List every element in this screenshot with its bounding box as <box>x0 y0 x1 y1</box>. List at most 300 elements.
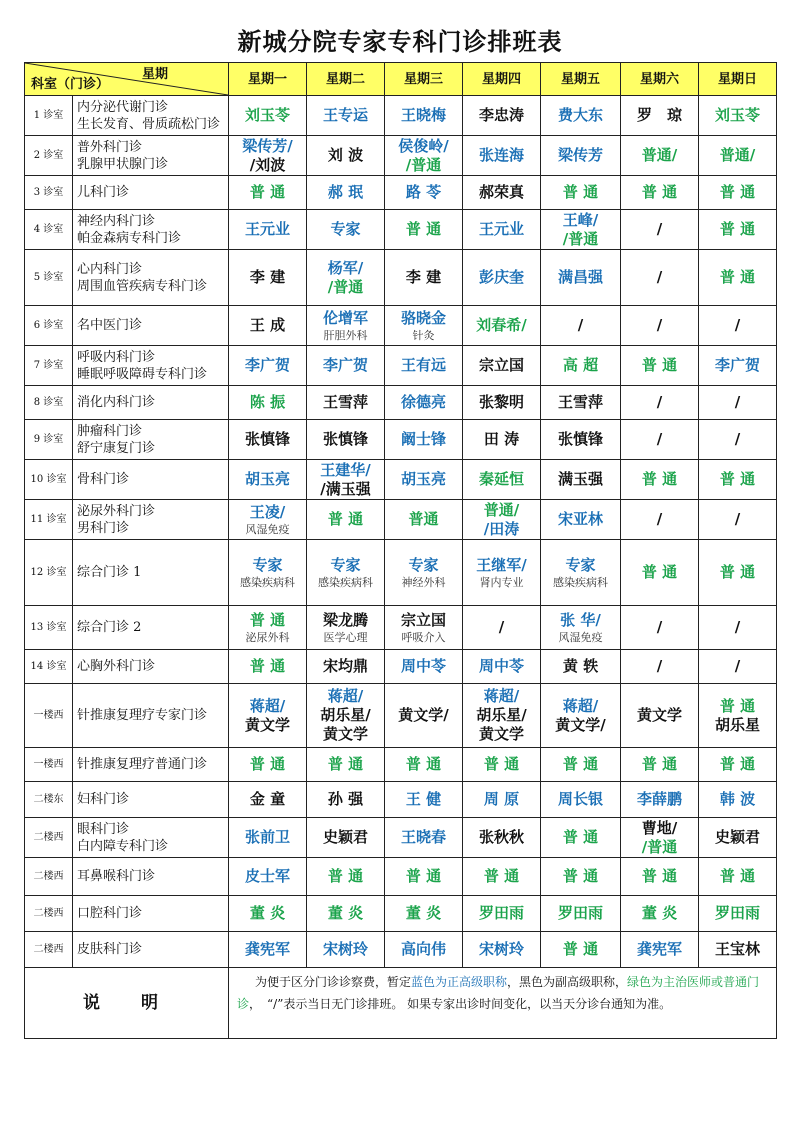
schedule-cell-mon <box>229 460 307 500</box>
doctor-name: 普 通 <box>641 356 678 374</box>
doctor-name: 张 华/ <box>560 610 601 629</box>
doctor-name: 彭庆奎 <box>478 268 524 286</box>
doctor-name: / <box>577 316 584 334</box>
schedule-cell-wed <box>385 136 463 176</box>
doctor-name: 李广贺 <box>244 356 290 374</box>
table-row <box>25 932 777 968</box>
doctor-name: 陈 振 <box>249 393 286 411</box>
dept-cell <box>73 210 229 250</box>
doctor-name: / <box>734 510 741 528</box>
schedule-cell-fri <box>541 420 621 460</box>
schedule-cell-wed <box>385 858 463 896</box>
schedule-cell-fri <box>541 748 621 782</box>
table-row <box>25 250 777 306</box>
schedule-cell-sat <box>621 306 699 346</box>
schedule-cell-mon <box>229 896 307 932</box>
doctor-name: 普 通 <box>719 470 756 488</box>
doctor-name: / <box>734 430 741 448</box>
schedule-cell-fri <box>541 250 621 306</box>
schedule-cell-fri <box>541 896 621 932</box>
doctor-name: 郝荣真 <box>478 183 524 201</box>
schedule-cell-sun <box>699 96 777 136</box>
doctor-name: 普 通 <box>327 510 364 528</box>
page-title: 新城分院专家专科门诊排班表 <box>237 27 563 56</box>
schedule-cell-mon <box>229 932 307 968</box>
doctor-name: 侯俊岭/ <box>398 136 449 155</box>
doctor-name: 王雪萍 <box>322 393 368 411</box>
schedule-cell-sat <box>621 500 699 540</box>
dept-name: 白内障专科门诊 <box>77 838 169 854</box>
doctor-name: 龚宪军 <box>244 940 290 958</box>
schedule-cell-sun <box>699 306 777 346</box>
dept-name: 口腔科门诊 <box>77 906 143 921</box>
schedule-cell-tue <box>307 782 385 818</box>
table-row <box>25 346 777 386</box>
schedule-cell-thu <box>463 136 541 176</box>
schedule-cell-tue <box>307 932 385 968</box>
schedule-cell-wed <box>385 346 463 386</box>
doctor-name: 路 苓 <box>405 183 442 201</box>
doctor-name: 宋树玲 <box>478 940 524 958</box>
schedule-cell-mon <box>229 818 307 858</box>
doctor-name: 高 超 <box>562 356 599 374</box>
schedule-cell-sat <box>621 896 699 932</box>
schedule-cell-fri <box>541 932 621 968</box>
doctor-name: 普 通 <box>719 220 756 238</box>
schedule-cell-thu <box>463 210 541 250</box>
day-header-mon: 星期一 <box>229 63 307 96</box>
doctor-name: 阚士锋 <box>400 430 446 448</box>
doctor-name: 秦延恒 <box>478 470 524 488</box>
doctor-name: 董 炎 <box>405 904 442 922</box>
dept-name: 综合门诊 1 <box>77 565 142 580</box>
doctor-name: 李忠涛 <box>478 106 524 124</box>
doctor-name: /普通 <box>641 837 678 856</box>
doctor-name: 黄文学 <box>322 725 368 743</box>
doctor-name: 胡玉亮 <box>244 470 290 488</box>
dept-name: 泌尿外科门诊 <box>77 503 156 519</box>
dept-cell <box>73 250 229 306</box>
schedule-cell-fri <box>541 346 621 386</box>
room-cell: 二楼西 <box>25 896 73 932</box>
doctor-name: / <box>734 316 741 334</box>
schedule-cell-mon <box>229 96 307 136</box>
doctor-name: 普 通 <box>641 563 678 581</box>
dept-cell <box>73 858 229 896</box>
schedule-cell-thu <box>463 96 541 136</box>
doctor-name: 周中苓 <box>478 657 524 675</box>
doctor-name: 王晓梅 <box>400 106 446 124</box>
specialty-note: 风湿免疫 <box>245 522 290 536</box>
specialty-note: 感染疾病科 <box>240 575 295 589</box>
table-row <box>25 306 777 346</box>
doctor-name: 普 通 <box>562 755 599 773</box>
schedule-cell-wed <box>385 782 463 818</box>
schedule-cell-thu <box>463 176 541 210</box>
doctor-name: 普 通 <box>641 867 678 885</box>
room-cell: 10 诊室 <box>25 460 73 500</box>
room-cell: 3 诊室 <box>25 176 73 210</box>
doctor-name: 张秋秋 <box>478 828 524 846</box>
doctor-name: 张慎锋 <box>557 430 603 448</box>
doctor-name: /满玉强 <box>320 479 371 498</box>
table-row <box>25 460 777 500</box>
dept-name: 针推康复理疗专家门诊 <box>77 708 208 723</box>
doctor-name: /普通 <box>562 229 599 248</box>
doctor-name: 专家 <box>330 555 361 574</box>
doctor-name: 梁传芳/ <box>242 136 293 155</box>
dept-name: 皮肤科门诊 <box>77 942 143 957</box>
doctor-name: 皮士军 <box>244 867 290 885</box>
room-cell: 一楼西 <box>25 748 73 782</box>
doctor-name: 孙 强 <box>327 790 364 808</box>
doctor-name: 罗田雨 <box>557 904 603 922</box>
doctor-name: / <box>656 430 663 448</box>
table-row <box>25 210 777 250</box>
doctor-name: 王元业 <box>478 220 524 238</box>
doctor-name: 王元业 <box>244 220 290 238</box>
dept-cell <box>73 896 229 932</box>
schedule-cell-mon <box>229 650 307 684</box>
room-cell: 8 诊室 <box>25 386 73 420</box>
doctor-name: 宋均鼎 <box>322 657 368 675</box>
schedule-cell-thu <box>463 460 541 500</box>
schedule-cell-fri <box>541 460 621 500</box>
dept-name: 周围血管疾病专科门诊 <box>77 278 208 294</box>
day-header-wed: 星期三 <box>385 63 463 96</box>
corner-bottom-label: 科室（门诊） <box>31 77 110 92</box>
doctor-name: 王建华/ <box>320 460 371 479</box>
dept-name: 睡眠呼吸障碍专科门诊 <box>77 366 208 382</box>
schedule-cell-wed <box>385 684 463 748</box>
schedule-cell-sat <box>621 96 699 136</box>
table-row <box>25 136 777 176</box>
doctor-name: 普 通 <box>249 610 286 629</box>
doctor-name: 普 通 <box>249 657 286 675</box>
doctor-name: 罗 琼 <box>636 106 682 124</box>
schedule-cell-sun <box>699 650 777 684</box>
doctor-name: 普 通 <box>405 867 442 885</box>
schedule-cell-sun <box>699 748 777 782</box>
schedule-cell-thu <box>463 932 541 968</box>
schedule-cell-mon <box>229 748 307 782</box>
doctor-name: 董 炎 <box>249 904 286 922</box>
doctor-name: 王专运 <box>322 106 368 124</box>
schedule-cell-sat <box>621 346 699 386</box>
dept-cell <box>73 782 229 818</box>
schedule-table <box>24 62 777 1039</box>
schedule-cell-mon <box>229 250 307 306</box>
doctor-name: 刘玉苓 <box>244 106 290 124</box>
doctor-name: 专家 <box>408 555 439 574</box>
schedule-cell-tue <box>307 306 385 346</box>
schedule-cell-sun <box>699 460 777 500</box>
schedule-cell-sat <box>621 606 699 650</box>
schedule-cell-thu <box>463 306 541 346</box>
dept-cell <box>73 684 229 748</box>
table-row <box>25 650 777 684</box>
doctor-name: / <box>498 618 505 636</box>
day-header-thu: 星期四 <box>463 63 541 96</box>
doctor-name: 黄文学/ <box>555 715 606 734</box>
room-cell: 二楼西 <box>25 932 73 968</box>
schedule-cell-mon <box>229 858 307 896</box>
doctor-name: 普通 <box>408 510 439 528</box>
dept-name: 神经内科门诊 <box>77 213 156 229</box>
doctor-name: 韩 波 <box>719 790 756 808</box>
doctor-name: 普 通 <box>641 183 678 201</box>
dept-name: 针推康复理疗普通门诊 <box>77 757 208 772</box>
dept-name: 生长发育、骨质疏松门诊 <box>77 116 221 132</box>
schedule-cell-sat <box>621 250 699 306</box>
doctor-name: 普 通 <box>562 940 599 958</box>
doctor-name: 普 通 <box>483 867 520 885</box>
specialty-note: 医学心理 <box>323 630 368 644</box>
table-row <box>25 748 777 782</box>
doctor-name: 专家 <box>252 555 283 574</box>
schedule-cell-fri <box>541 306 621 346</box>
dept-cell <box>73 306 229 346</box>
doctor-name: 周长银 <box>557 790 603 808</box>
schedule-cell-thu <box>463 896 541 932</box>
schedule-cell-wed <box>385 650 463 684</box>
schedule-cell-tue <box>307 346 385 386</box>
dept-name: 消化内科门诊 <box>77 395 156 410</box>
schedule-cell-sat <box>621 650 699 684</box>
schedule-cell-tue <box>307 96 385 136</box>
schedule-cell-thu <box>463 650 541 684</box>
dept-cell <box>73 176 229 210</box>
doctor-name: 普 通 <box>562 867 599 885</box>
doctor-name: 黄文学 <box>244 715 290 734</box>
schedule-cell-sat <box>621 932 699 968</box>
doctor-name: 史颖君 <box>322 828 368 846</box>
schedule-cell-mon <box>229 606 307 650</box>
schedule-cell-sat <box>621 176 699 210</box>
doctor-name: 李薛鹏 <box>636 790 682 808</box>
dept-cell <box>73 96 229 136</box>
schedule-body <box>25 96 777 968</box>
schedule-cell-sun <box>699 136 777 176</box>
doctor-name: 梁传芳 <box>557 146 603 164</box>
dept-name: 帕金森病专科门诊 <box>77 230 182 246</box>
dept-cell <box>73 650 229 684</box>
schedule-cell-tue <box>307 540 385 606</box>
room-cell: 二楼东 <box>25 782 73 818</box>
table-row <box>25 858 777 896</box>
schedule-cell-tue <box>307 896 385 932</box>
doctor-name: 田 涛 <box>483 430 520 448</box>
room-cell: 12 诊室 <box>25 540 73 606</box>
doctor-name: / <box>656 657 663 675</box>
dept-name: 心内科门诊 <box>77 261 143 277</box>
schedule-cell-sun <box>699 782 777 818</box>
table-row <box>25 420 777 460</box>
schedule-cell-sun <box>699 210 777 250</box>
doctor-name: 满昌强 <box>557 268 603 286</box>
schedule-cell-tue <box>307 250 385 306</box>
schedule-cell-tue <box>307 748 385 782</box>
schedule-cell-thu <box>463 858 541 896</box>
schedule-cell-wed <box>385 386 463 420</box>
doctor-name: 普通/ <box>719 146 756 164</box>
doctor-name: / <box>734 657 741 675</box>
corner-top-label: 星期 <box>141 67 168 82</box>
doctor-name: 王有远 <box>400 356 446 374</box>
doctor-name: /田涛 <box>483 519 520 538</box>
dept-name: 心胸外科门诊 <box>77 659 156 674</box>
doctor-name: 张连海 <box>478 146 524 164</box>
schedule-cell-mon <box>229 346 307 386</box>
dept-cell <box>73 346 229 386</box>
schedule-cell-wed <box>385 932 463 968</box>
schedule-cell-mon <box>229 176 307 210</box>
dept-name: 舒宁康复门诊 <box>77 440 156 456</box>
room-cell: 二楼西 <box>25 818 73 858</box>
doctor-name: 普 通 <box>719 696 756 715</box>
doctor-name: 王继军/ <box>476 555 527 574</box>
schedule-cell-sat <box>621 136 699 176</box>
specialty-note: 感染疾病科 <box>553 575 608 589</box>
doctor-name: / <box>656 393 663 411</box>
day-header-tue: 星期二 <box>307 63 385 96</box>
doctor-name: 刘 波 <box>327 146 364 164</box>
room-cell: 5 诊室 <box>25 250 73 306</box>
specialty-note: 肝胆外科 <box>323 328 368 342</box>
doctor-name: /普通 <box>327 277 364 296</box>
table-row <box>25 500 777 540</box>
schedule-cell-tue <box>307 460 385 500</box>
doctor-name: / <box>656 268 663 286</box>
schedule-cell-sat <box>621 540 699 606</box>
schedule-cell-wed <box>385 176 463 210</box>
dept-name: 男科门诊 <box>77 520 130 536</box>
doctor-name: / <box>656 510 663 528</box>
room-cell: 一楼西 <box>25 684 73 748</box>
table-row <box>25 896 777 932</box>
doctor-name: / <box>656 618 663 636</box>
note-segment: 蓝色为正高级职称 <box>411 975 508 989</box>
schedule-cell-tue <box>307 210 385 250</box>
doctor-name: 普 通 <box>483 755 520 773</box>
schedule-cell-mon <box>229 420 307 460</box>
specialty-note: 感染疾病科 <box>318 575 373 589</box>
schedule-cell-mon <box>229 386 307 420</box>
dept-name: 耳鼻喉科门诊 <box>77 869 156 884</box>
schedule-cell-mon <box>229 306 307 346</box>
schedule-cell-sat <box>621 818 699 858</box>
schedule-cell-tue <box>307 420 385 460</box>
doctor-name: 李广贺 <box>714 356 760 374</box>
schedule-cell-mon <box>229 210 307 250</box>
dept-name: 名中医门诊 <box>77 318 143 333</box>
room-cell: 7 诊室 <box>25 346 73 386</box>
schedule-cell-wed <box>385 96 463 136</box>
doctor-name: /刘波 <box>249 155 286 174</box>
doctor-name: 普 通 <box>562 183 599 201</box>
schedule-cell-sun <box>699 250 777 306</box>
doctor-name: / <box>656 316 663 334</box>
doctor-name: 徐德亮 <box>400 393 446 411</box>
header-row <box>25 63 777 96</box>
room-cell: 二楼西 <box>25 858 73 896</box>
dept-cell <box>73 420 229 460</box>
doctor-name: 普 通 <box>719 563 756 581</box>
schedule-cell-sat <box>621 858 699 896</box>
doctor-name: 李 建 <box>405 268 442 286</box>
schedule-cell-thu <box>463 386 541 420</box>
schedule-cell-sun <box>699 932 777 968</box>
specialty-note: 肾内专业 <box>479 575 524 589</box>
schedule-cell-sun <box>699 500 777 540</box>
schedule-cell-thu <box>463 818 541 858</box>
room-cell: 11 诊室 <box>25 500 73 540</box>
doctor-name: 罗田雨 <box>478 904 524 922</box>
doctor-name: 普 通 <box>719 755 756 773</box>
dept-name: 内分泌代谢门诊 <box>77 99 169 115</box>
doctor-name: 史颖君 <box>714 828 760 846</box>
table-row <box>25 782 777 818</box>
schedule-cell-thu <box>463 606 541 650</box>
doctor-name: 刘春希/ <box>476 316 527 334</box>
doctor-name: 骆晓金 <box>400 308 446 327</box>
doctor-name: 黄 轶 <box>562 657 599 675</box>
note-label: 说 明 <box>25 968 229 1039</box>
doctor-name: 普 通 <box>719 268 756 286</box>
doctor-name: 郝 珉 <box>327 183 364 201</box>
note-segment: 为便于区分门诊诊察费，暂定 <box>255 975 412 989</box>
doctor-name: 周 原 <box>483 790 520 808</box>
schedule-cell-thu <box>463 540 541 606</box>
schedule-cell-sun <box>699 176 777 210</box>
table-row <box>25 606 777 650</box>
doctor-name: 王凌/ <box>249 502 286 521</box>
doctor-name: / <box>734 618 741 636</box>
schedule-cell-tue <box>307 818 385 858</box>
schedule-cell-tue <box>307 684 385 748</box>
doctor-name: 黄文学/ <box>398 706 449 724</box>
schedule-cell-tue <box>307 650 385 684</box>
doctor-name: 普 通 <box>249 755 286 773</box>
specialty-note: 神经外科 <box>401 575 446 589</box>
doctor-name: 刘玉苓 <box>714 106 760 124</box>
schedule-cell-sun <box>699 858 777 896</box>
doctor-name: 王峰/ <box>562 210 599 229</box>
schedule-cell-fri <box>541 684 621 748</box>
dept-cell <box>73 386 229 420</box>
schedule-cell-thu <box>463 684 541 748</box>
schedule-cell-thu <box>463 782 541 818</box>
schedule-cell-sat <box>621 210 699 250</box>
dept-name: 儿科门诊 <box>77 185 130 200</box>
doctor-name: 普 通 <box>719 867 756 885</box>
schedule-cell-wed <box>385 540 463 606</box>
room-cell: 4 诊室 <box>25 210 73 250</box>
doctor-name: 普 通 <box>327 867 364 885</box>
doctor-name: 周中苓 <box>400 657 446 675</box>
schedule-cell-thu <box>463 748 541 782</box>
room-cell: 6 诊室 <box>25 306 73 346</box>
doctor-name: 胡玉亮 <box>400 470 446 488</box>
doctor-name: 伦增军 <box>322 308 368 327</box>
specialty-note: 针灸 <box>412 328 435 342</box>
doctor-name: 曹地/ <box>641 818 678 837</box>
table-row <box>25 818 777 858</box>
specialty-note: 风湿免疫 <box>558 630 603 644</box>
schedule-cell-sun <box>699 346 777 386</box>
schedule-cell-tue <box>307 500 385 540</box>
schedule-cell-wed <box>385 306 463 346</box>
